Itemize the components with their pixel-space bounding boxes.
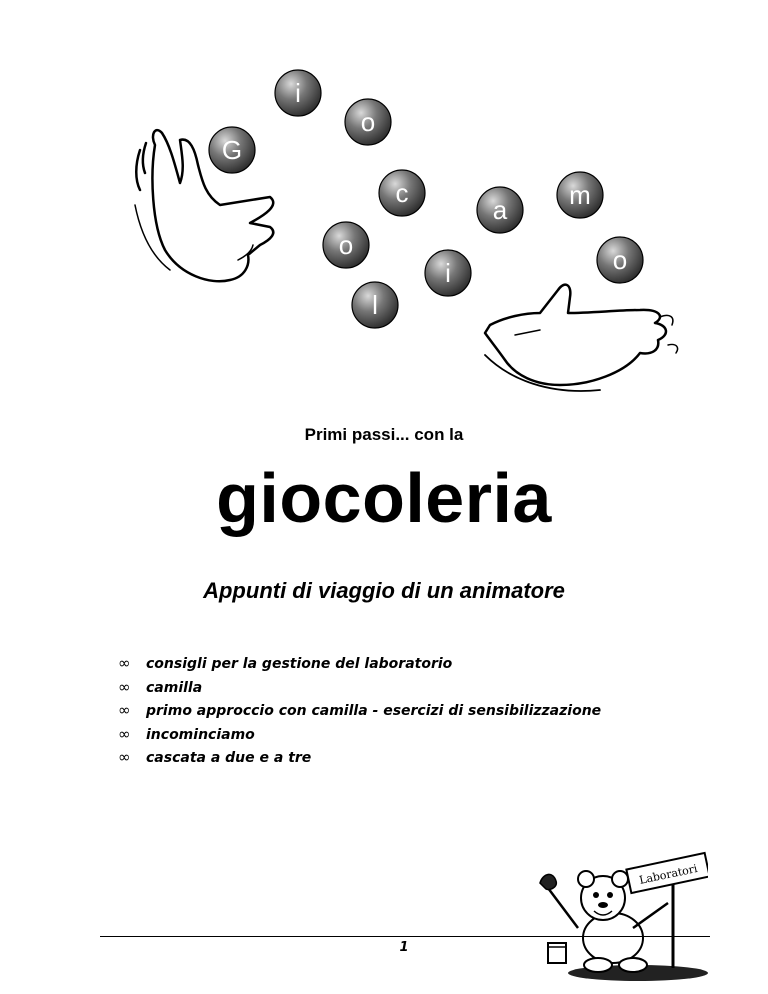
ball-o-3: [323, 222, 369, 268]
list-item-text: cascata a due e a tre: [146, 750, 312, 766]
svg-text:o: o: [612, 245, 628, 275]
svg-text:o: o: [360, 107, 376, 137]
subtitle: Primi passi... con la: [304, 425, 464, 444]
svg-text:m: m: [569, 180, 591, 210]
ball-c: [379, 170, 425, 216]
list-item: [118, 654, 601, 678]
page-number: 1: [399, 940, 409, 955]
svg-text:o: o: [338, 230, 354, 260]
footer-divider: [100, 936, 710, 937]
sign-label: Laboratori: [638, 861, 699, 887]
svg-text:G: G: [221, 135, 243, 165]
ball-o-2: [597, 237, 643, 283]
mascot-illustration: [528, 843, 708, 983]
infinity-bullet-icon: ∞: [118, 724, 131, 743]
list-item-text: incominciamo: [146, 726, 255, 743]
page-title: giocoleria: [216, 459, 552, 537]
svg-text:c: c: [395, 178, 409, 208]
svg-text:l: l: [372, 290, 378, 320]
list-item: [118, 701, 601, 725]
ball-i: [275, 70, 321, 116]
right-hand-icon: [485, 285, 678, 391]
juggling-hands-illustration: [120, 55, 680, 405]
list-item-text: consigli per la gestione del laboratorio: [146, 656, 453, 672]
infinity-bullet-icon: ∞: [118, 748, 131, 766]
svg-text:a: a: [492, 195, 508, 225]
list-item-text: primo approccio con camilla - esercizi di sensibilizzazione: [146, 703, 602, 719]
list-item: [118, 748, 601, 772]
svg-text:i: i: [445, 258, 451, 288]
svg-text:i: i: [295, 78, 301, 108]
list-item: [118, 725, 601, 749]
tagline: Appunti di viaggio di un animatore: [203, 578, 565, 603]
list-item-text: camilla: [146, 679, 203, 696]
infinity-bullet-icon: ∞: [118, 654, 131, 672]
ball-i-2: [425, 250, 471, 296]
ball-l: [352, 282, 398, 328]
list-item: [118, 678, 601, 702]
ball-m: [557, 172, 603, 218]
ball-a: [477, 187, 523, 233]
infinity-bullet-icon: ∞: [118, 701, 131, 719]
infinity-bullet-icon: ∞: [118, 677, 131, 696]
ball-g: [209, 127, 255, 173]
ball-o-1: [345, 99, 391, 145]
topics-list: [118, 654, 601, 772]
